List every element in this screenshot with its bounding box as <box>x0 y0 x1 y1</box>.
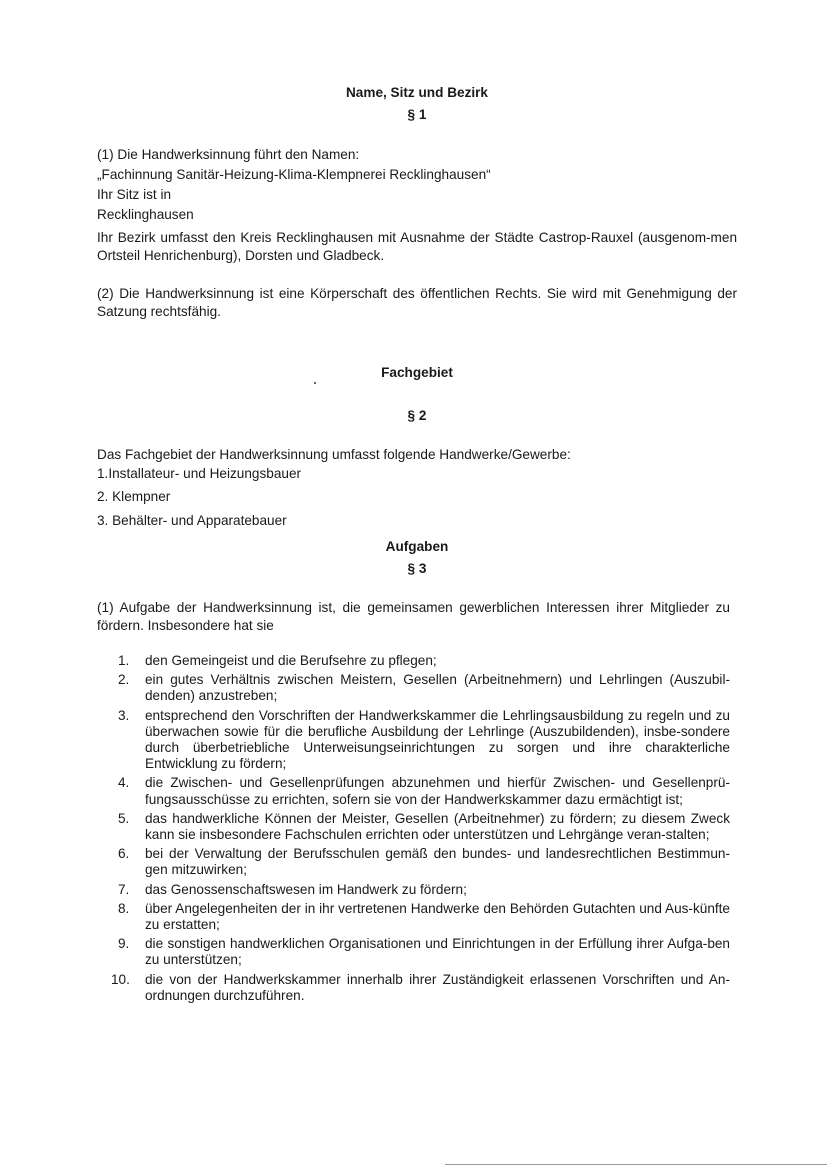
task-list <box>111 653 730 1007</box>
s2-item-2: 2. Klempner <box>97 489 171 504</box>
s2-item-1: 1.Installateur- und Heizungsbauer <box>97 466 302 481</box>
list-text: das handwerkliche Können der Meister, Gesellen (Arbeitnehmer) zu fördern; zu diesem Zweck kann sie insbesondere Fachschulen errichten oder unterstützen und Lehrgänge veran-stalten; <box>145 810 730 843</box>
section-3-heading: Aufgaben <box>385 539 449 554</box>
list-item <box>118 882 730 898</box>
list-text: bei der Verwaltung der Berufsschulen gemäß den bundes- und landesrechtlichen Bestimmun-gen mitzuwirken; <box>145 846 730 878</box>
section-1-heading: Name, Sitz und Bezirk <box>345 85 488 100</box>
list-text: ein gutes Verhältnis zwischen Meistern, Gesellen (Arbeitnehmern) und Lehrlingen (Auszubil-denden) anzustreben; <box>145 672 730 704</box>
list-item <box>118 708 730 773</box>
s1-line-3: Ihr Sitz ist in <box>97 187 172 202</box>
s1-line-1: (1) Die Handwerksinnung führt den Namen: <box>97 147 360 162</box>
list-item <box>118 775 730 807</box>
list-number: 9. <box>118 936 130 952</box>
s1-bezirk: Ihr Bezirk umfasst den Kreis Recklinghausen mit Ausnahme der Städte Castrop-Rauxel (ausgenom-men Ortsteil Henrichenburg), Dorsten und Gladbeck. <box>97 230 737 263</box>
list-number: 10. <box>111 971 130 987</box>
list-number: 3. <box>118 707 130 723</box>
section-1-paragraph-sign: § 1 <box>407 107 427 122</box>
s1-paragraph-2: (2) Die Handwerksinnung ist eine Körperschaft des öffentlichen Rechts. Sie wird mit Genehmigung der Satzung rechtsfähig. <box>97 286 737 319</box>
page-edge-rule <box>445 1164 827 1165</box>
list-item <box>118 901 730 933</box>
list-item <box>118 653 730 669</box>
list-text: über Angelegenheiten der in ihr vertretenen Handwerke den Behörden Gutachten und Aus-künfte zu erstatten; <box>145 900 730 933</box>
list-number: 1. <box>118 653 130 668</box>
s2-item-3: 3. Behälter- und Apparatebauer <box>97 513 287 528</box>
s3-intro: (1) Aufgabe der Handwerksinnung ist, die gemeinsamen gewerblichen Interessen ihrer Mitglieder zu fördern. Insbesondere hat sie <box>97 600 730 633</box>
list-text: den Gemeingeist und die Berufsehre zu pflegen; <box>145 653 437 668</box>
section-2-paragraph-sign: § 2 <box>407 408 427 423</box>
list-text: das Genossenschaftswesen im Handwerk zu fördern; <box>145 881 467 897</box>
list-item <box>118 846 730 878</box>
list-number: 5. <box>118 810 130 826</box>
scan-dot <box>314 382 316 384</box>
list-number: 2. <box>118 672 130 688</box>
s1-line-4: Recklinghausen <box>97 207 194 222</box>
list-text: die sonstigen handwerklichen Organisationen und Einrichtungen in der Erfüllung ihrer Aufga-ben zu unterstützen; <box>145 936 730 968</box>
list-item <box>111 971 730 1004</box>
s2-intro: Das Fachgebiet der Handwerksinnung umfasst folgende Handwerke/Gewerbe: <box>97 447 571 462</box>
section-2-heading: Fachgebiet <box>381 365 453 380</box>
list-number: 4. <box>118 775 130 791</box>
list-text: entsprechend den Vorschriften der Handwerkskammer die Lehrlingsausbildung zu regeln und zu überwachen sowie für die berufliche Ausbildung der Lehrlinge (Auszubildenden), insbe-sondere durch überbetriebliche Unterweisungseinrichtungen zu sorgen und ihre charakterliche Entwicklung zu fördern; <box>145 707 730 772</box>
list-item <box>118 936 730 968</box>
section-3-paragraph-sign: § 3 <box>407 561 427 576</box>
list-text: die Zwischen- und Gesellenprüfungen abzunehmen und hierfür Zwischen- und Gesellenprü-fungsausschüsse zu errichten, sofern sie von der Handwerkskammer dazu ermächtigt ist; <box>145 775 730 807</box>
list-number: 7. <box>118 881 130 897</box>
list-item <box>118 811 730 843</box>
list-number: 8. <box>118 900 130 916</box>
list-text: die von der Handwerkskammer innerhalb ihrer Zuständigkeit erlassenen Vorschriften und An-ordnungen durchzuführen. <box>145 971 730 1003</box>
s1-line-2: „Fachinnung Sanitär-Heizung-Klima-Klempnerei Recklinghausen“ <box>97 167 491 182</box>
list-item <box>118 672 730 704</box>
list-number: 6. <box>118 846 130 862</box>
